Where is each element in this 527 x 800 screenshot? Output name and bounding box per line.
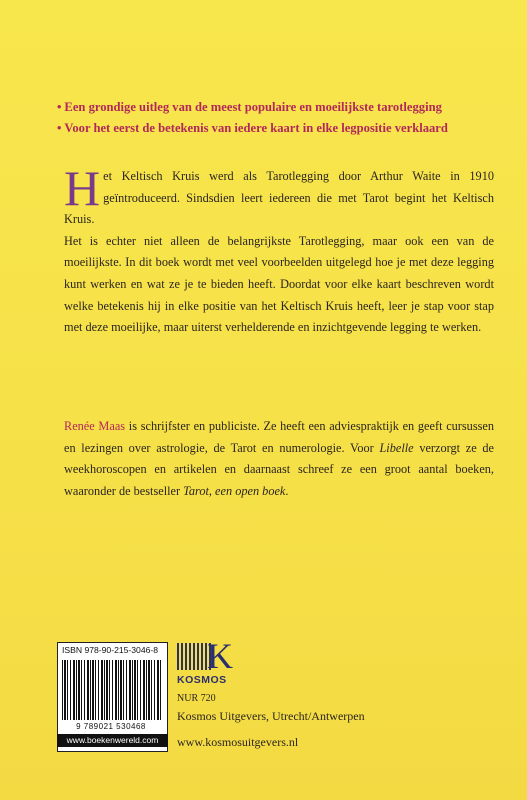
isbn: ISBN 978-90-215-3046-8 (62, 645, 159, 655)
author-name: Renée Maas (64, 419, 126, 434)
bullet-1-text: Een grondige uitleg van de meest populaire en moeilijkste tarotlegging (64, 100, 442, 114)
bullet-2-text: Voor het eerst de betekenis van iedere kaart in elke legpositie verklaard (64, 121, 448, 135)
intro-paragraph-1 (64, 160, 494, 231)
logo-stripes (177, 643, 211, 670)
logo-letter: K (207, 636, 233, 676)
author-bio (64, 416, 494, 502)
intro-paragraph-2: Het is echter niet alleen de belangrijkste Tarotlegging, maar ook een van de moeilijkste. In dit boek wordt met veel voorbeelden uitgelegd hoe je met deze legging kunt werken en wat ze je te bieden heeft. Doordat voor elke kaart beschreven wordt welke betekenis hij in elke positie van het Keltisch Kruis heeft, leer je stap voor stap met deze moeilijke, maar uiterst verhelderende en inzichtgevende legging te werken. (64, 233, 494, 335)
nur-code: NUR 720 (177, 693, 216, 704)
boekenwereld-url: www.boekenwereld.com (57, 734, 168, 747)
drop-cap: H (64, 160, 101, 216)
bullet-2: • Voor het eerst de betekenis van iedere kaart in elke legpositie verklaard (57, 121, 448, 135)
barcode (62, 660, 162, 720)
highlight-bullets (57, 97, 497, 139)
kosmos-logo (177, 636, 233, 676)
bullet-1: • Een grondige uitleg van de meest populaire en moeilijkste tarotlegging (57, 100, 442, 114)
publisher-url[interactable]: www.kosmosuitgevers.nl (177, 735, 299, 749)
book-title: Tarot, een open boek (183, 484, 286, 499)
intro-text (64, 160, 494, 339)
author-bio-text-2: verzorgt ze de weekhoroscopen en artikelen en daarnaast schreef ze een groot aantal boeken, waaronder de bestseller (64, 440, 494, 499)
intro-paragraph-1-text: et Keltisch Kruis werd als Tarotlegging door Arthur Waite in 1910 geïntroduceerd. Sindsdien leert iedereen die met Tarot begint het Keltisch Kruis. (64, 169, 494, 227)
publisher-name: Kosmos Uitgevers, Utrecht/Antwerpen (177, 709, 365, 723)
author-bio-text-3: . (285, 484, 289, 499)
publisher-logo-name: KOSMOS (177, 674, 227, 686)
magazine-title: Libelle (379, 440, 414, 455)
author-bio-text-1: is schrijfster en publiciste. Ze heeft een adviespraktijk en geeft cursussen en lezingen over astrologie, de Tarot en numerologie. Voor (64, 419, 495, 455)
barcode-number: 9 789021 530468 (76, 722, 146, 731)
